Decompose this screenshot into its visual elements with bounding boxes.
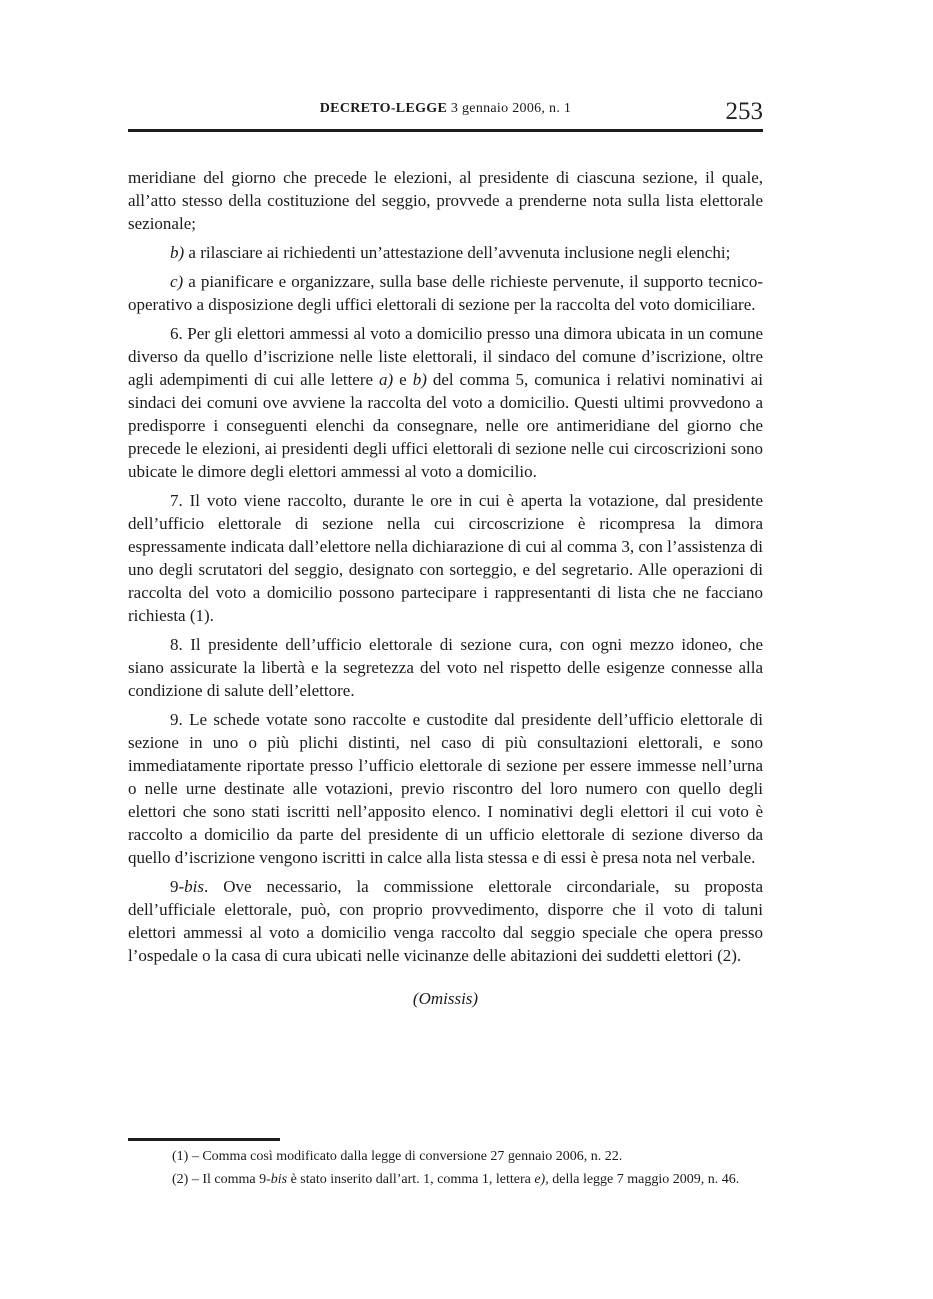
paragraph: 7. Il voto viene raccolto, durante le ore in cui è aperta la votazione, dal presidente dell’ufficio elettorale di sezione nella cui circoscrizione è ricompresa la dimora espressamente indicata dall’elettore nella dichiarazione di cui al comma 3, con l’assistenza di uno degli scrutatori del seggio, designato con sorteggio, e del segretario. Alle operazioni di raccolta del voto a domicilio possono partecipare i rappresentanti di lista che ne facciano richiesta (1). [128,491,763,625]
body-paragraphs [128,166,763,967]
paragraph: 6. Per gli elettori ammessi al voto a domicilio presso una dimora ubicata in un comune diverso da quello d’iscrizione nelle liste elettorali, il sindaco del comune d’iscrizione, oltre agli adempimenti di cui alle lettere a) e b) del comma 5, comunica i relativi nominativi ai sindaci dei comuni ove avviene la raccolta del voto a domicilio. Questi ultimi provvedono a predisporre i conseguenti elenchi da consegnare, nelle ore antimeridiane del giorno che precede le elezioni, ai presidenti degli uffici elettorali di sezione nelle cui circoscrizioni sono ubicate le dimore degli elettori ammessi al voto a domicilio. [128,324,764,481]
paragraph: 9. Le schede votate sono raccolte e custodite dal presidente dell’ufficio elettorale di sezione in uno o più plichi distinti, nel caso di più consultazioni elettorali, e sono immediatamente riportate presso l’ufficio elettorale di sezione per essere immesse nell’urna o nelle urne destinate alle votazioni, previo riscontro del loro numero con quello degli elettori che sono stati iscritti nell’apposito elenco. I nominativi degli elettori il cui voto è raccolto a domicilio da parte del presidente di un ufficio elettorale di sezione diverso da quello d’iscrizione vengono iscritti in calce alla lista stessa e di essi è presa nota nel verbale. [128,710,763,867]
paragraph: c) a pianificare e organizzare, sulla base delle richieste pervenute, il supporto tecnico-operativo a disposizione degli uffici elettorali di sezione per la raccolta del voto domiciliare. [128,272,763,314]
footnote-item: (1) – Comma così modificato dalla legge di conversione 27 gennaio 2006, n. 22. [172,1149,623,1164]
footnote-item: (2) – Il comma 9-bis è stato inserito dall’art. 1, comma 1, lettera e), della legge 7 maggio 2009, n. 46. [172,1171,740,1187]
header-rule [128,129,763,132]
document-body [128,166,763,1027]
page-number: 253 [725,98,763,125]
decree-title-rest: 3 gennaio 2006, n. 1 [447,101,572,116]
footnotes [128,1146,763,1191]
paragraph: 8. Il presidente dell’ufficio elettorale di sezione cura, con ogni mezzo idoneo, che siano assicurate la libertà e la segretezza del voto nel rispetto delle esigenze connesse alla condizione di salute dell’elettore. [128,635,763,700]
paragraph: 9-bis. Ove necessario, la commissione elettorale circondariale, su proposta dell’ufficiale elettorale, può, con proprio provvedimento, disporre che il voto di taluni elettori ammessi al voto a domicilio venga raccolto dal seggio speciale che opera presso l’ospedale o la casa di cura ubicati nelle vicinanze delle abitazioni dei suddetti elettori (2). [128,877,763,965]
omissis-label: (Omissis) [412,989,479,1008]
paragraph: meridiane del giorno che precede le elezioni, al presidente di ciascuna sezione, il quale, all’atto stesso della costituzione del seggio, provvede a prenderne nota sulla lista elettorale sezionale; [128,168,763,233]
paragraph: b) a rilasciare ai richiedenti un’attestazione dell’avvenuta inclusione negli elenchi; [170,243,731,262]
footnote-separator [128,1138,280,1141]
decree-title-bold: DECRETO-LEGGE [319,101,448,116]
